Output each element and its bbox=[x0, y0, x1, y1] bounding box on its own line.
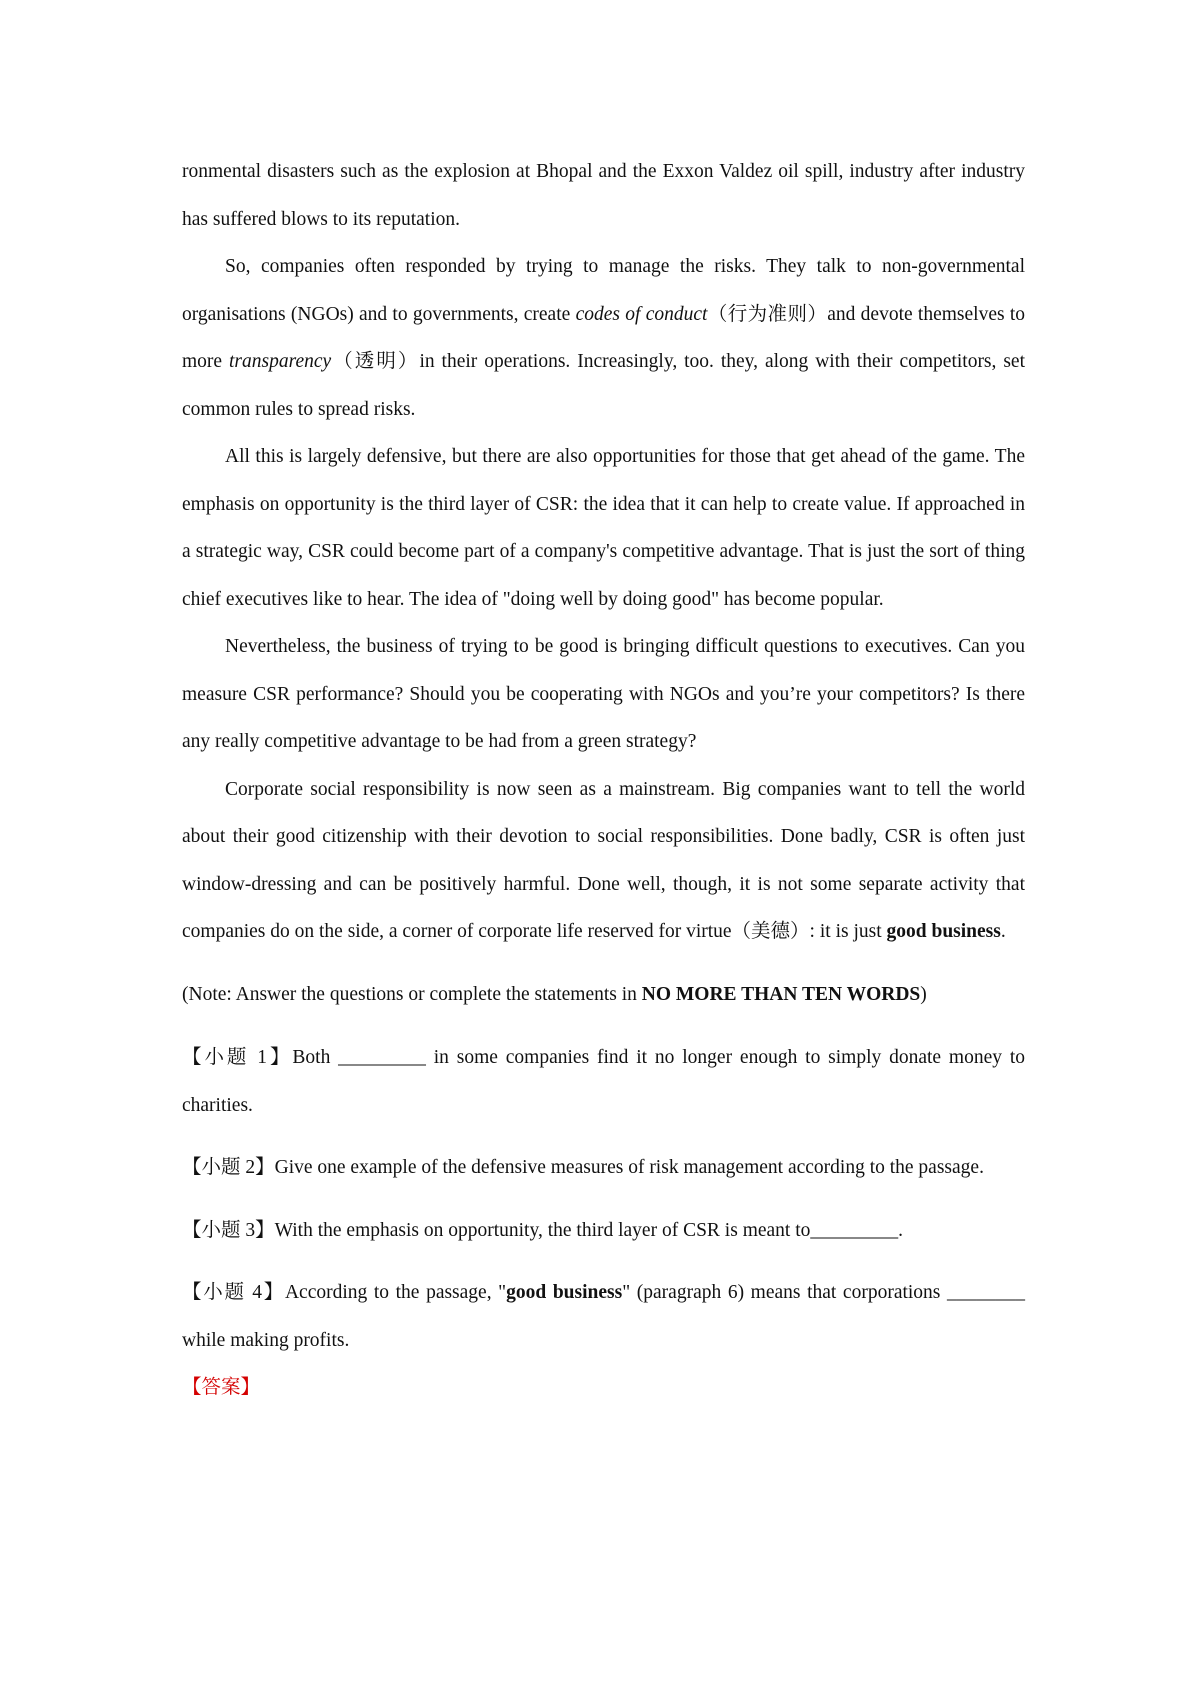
paragraph-3-text: All this is largely defensive, but there are also opportunities for those that get ahead of the game. The emphasis on opportunity is the third layer of CSR: the idea that it can help to create value. If approached in a strategic way, CSR could become part of a company's competitive advantage. That is just the sort of thing chief executives like to hear. The idea of "doing well by doing good" has become popular. bbox=[182, 446, 1025, 610]
paragraph-5-text-a: Corporate social responsibility is now seen as a mainstream. Big companies want to tell the world about their good citizenship with their devotion to social responsibilities. Done badly, CSR is often just window-dressing and can be positively harmful. Done well, though, it is not some separate activity that companies do on the side, a corner of corporate life reserved for virtue（美德）: it is just bbox=[182, 778, 1025, 942]
question-2-text: 【小题 2】Give one example of the defensive measures of risk management according to the passage. bbox=[182, 1157, 984, 1178]
note-prefix: (Note: Answer the questions or complete the statements in bbox=[182, 983, 642, 1005]
term-transparency: transparency bbox=[229, 351, 332, 372]
question-4-text-c: " (paragraph 6) means that corporations ________ while making profits. bbox=[182, 1282, 1025, 1351]
document-page bbox=[182, 148, 1025, 1412]
paragraph-5 bbox=[182, 766, 1025, 956]
paragraph-2-text-a: So, companies often responded by trying to manage the risks. They talk to non-governmental organisations (NGOs) and to governments, create bbox=[182, 256, 1025, 325]
question-4-text-a: 【小题 4】According to the passage, " bbox=[182, 1282, 507, 1303]
term-codes-of-conduct: codes of conduct bbox=[575, 303, 708, 325]
paragraph-4-text: Nevertheless, the business of trying to be good is bringing difficult questions to executives. Can you measure CSR performance? Should you be cooperating with NGOs and you’re your competitors? Is there any really competitive advantage to be had from a green strategy? bbox=[182, 636, 1025, 752]
note-word-limit: NO MORE THAN TEN WORDS bbox=[641, 983, 921, 1005]
instruction-note bbox=[182, 971, 1025, 1019]
paragraph-3 bbox=[182, 433, 1025, 623]
note-suffix: ) bbox=[920, 983, 927, 1005]
paragraph-5-text-c: . bbox=[1000, 921, 1006, 942]
question-1 bbox=[182, 1034, 1025, 1129]
paragraph-1-text: ronmental disasters such as the explosion at Bhopal and the Exxon Valdez oil spill, industry after industry has suffered blows to its reputation. bbox=[182, 161, 1025, 230]
question-2 bbox=[182, 1144, 1025, 1192]
paragraph-2 bbox=[182, 243, 1025, 433]
answer-label: 【答案】 bbox=[182, 1377, 261, 1398]
paragraph-2-text-e: （透明）in their operations. Increasingly, too. they, along with their competitors, set common rules to spread risks. bbox=[182, 351, 1025, 420]
question-4 bbox=[182, 1269, 1025, 1364]
question-3-text: 【小题 3】With the emphasis on opportunity, the third layer of CSR is meant to_________. bbox=[182, 1219, 904, 1241]
question-1-text: 【小题 1】Both _________ in some companies find it no longer enough to simply donate money to charities. bbox=[182, 1047, 1025, 1116]
question-4-term: good business bbox=[506, 1282, 623, 1303]
paragraph-2-text-c: （行为准则）and devote themselves to more bbox=[182, 303, 1026, 372]
paragraph-4 bbox=[182, 623, 1025, 766]
question-3 bbox=[182, 1207, 1025, 1255]
term-good-business: good business bbox=[886, 921, 1001, 942]
paragraph-1 bbox=[182, 148, 1025, 243]
